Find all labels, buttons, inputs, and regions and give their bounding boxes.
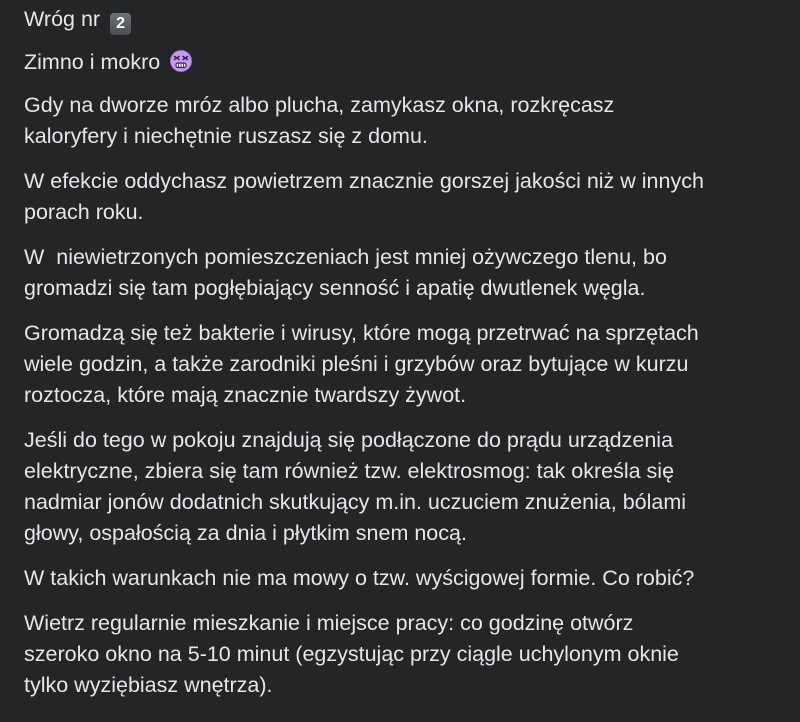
- text-line: W takich warunkach nie ma mowy o tzw. wyścigowej formie. Co robić?: [24, 566, 695, 590]
- paragraph: [24, 166, 786, 228]
- text-line: roztocza, które mają znacznie twardszy żywot.: [24, 383, 467, 407]
- text-line: kaloryfery i niechętnie ruszasz się z domu.: [24, 124, 428, 148]
- text-line: nadmiar jonów dodatnich skutkujący m.in. uczuciem znużenia, bólami: [24, 490, 687, 514]
- subheading-text: Zimno i mokro: [24, 50, 161, 74]
- heading-text: Wróg nr: [24, 7, 101, 31]
- text-line: elektryczne, zbiera się tam również tzw. elektrosmog: tak określa się: [24, 459, 675, 483]
- text-line: W niewietrzonych pomieszczeniach jest mniej ożywczego tlenu, bo: [24, 245, 667, 269]
- keycap-digit-two-icon: 2: [110, 13, 131, 35]
- text-line: Gromadzą się też bakterie i wirusy, które mogą przetrwać na sprzętach: [24, 321, 699, 345]
- dizzy-face-emoji-icon: [170, 50, 192, 72]
- paragraph: [24, 425, 786, 549]
- paragraph: [24, 90, 786, 152]
- post-heading: [24, 4, 786, 35]
- text-line: Gdy na dworze mróz albo plucha, zamykasz okna, rozkręcasz: [24, 93, 615, 117]
- text-line: głowy, ospałością za dnia i płytkim snem nocą.: [24, 521, 467, 545]
- paragraph: [24, 318, 786, 411]
- text-line: porach roku.: [24, 200, 144, 224]
- paragraph: [24, 242, 786, 304]
- paragraph: [24, 563, 786, 594]
- post-subheading: [24, 47, 786, 78]
- text-line: tylko wyziębiasz wnętrza).: [24, 673, 273, 697]
- text-line: gromadzi się tam pogłębiający senność i apatię dwutlenek węgla.: [24, 276, 646, 300]
- paragraph: [24, 608, 786, 701]
- text-line: wiele godzin, a także zarodniki pleśni i grzybów oraz bytujące w kurzu: [24, 352, 689, 376]
- text-line: szeroko okno na 5-10 minut (egzystując przy ciągle uchylonym oknie: [24, 642, 679, 666]
- text-line: W efekcie oddychasz powietrzem znacznie gorszej jakości niż w innych: [24, 169, 704, 193]
- text-line: Jeśli do tego w pokoju znajdują się podłączone do prądu urządzenia: [24, 428, 674, 452]
- text-line: Wietrz regularnie mieszkanie i miejsce pracy: co godzinę otwórz: [24, 611, 634, 635]
